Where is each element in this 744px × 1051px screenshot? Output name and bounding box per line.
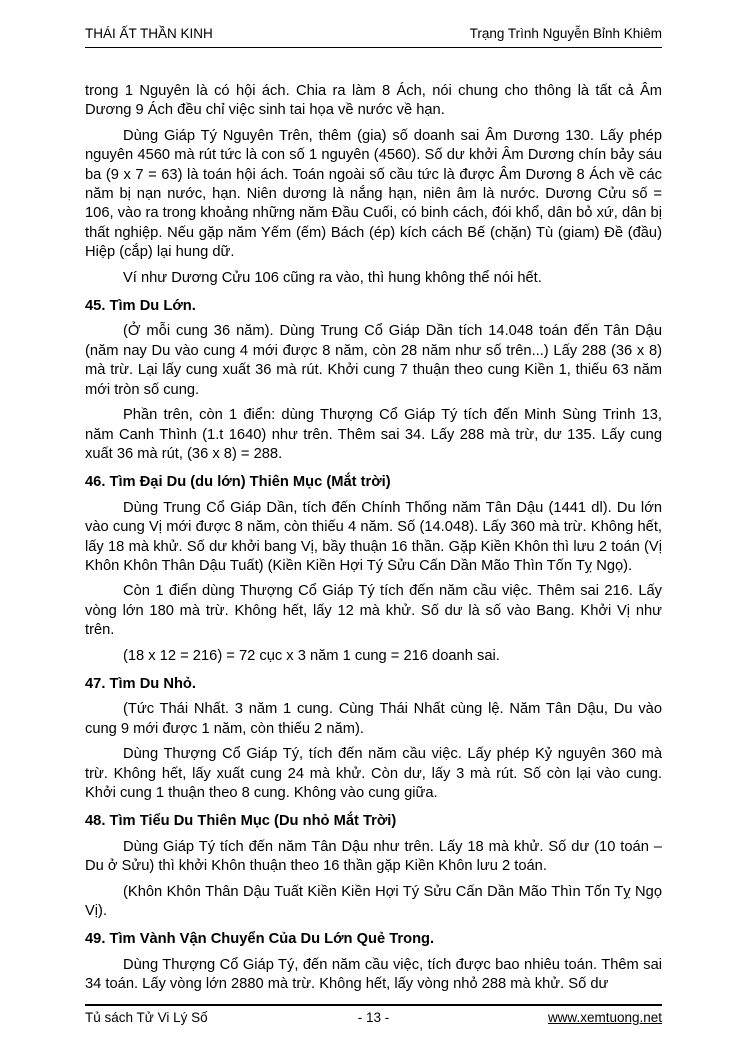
body-paragraph: Phần trên, còn 1 điển: dùng Thượng Cổ Giáp Tý tích đến Minh Sùng Trinh 13, năm Canh Thình (1.t 1640) như trên. Thêm sai 34. Lấy 288 mà trừ, dư 135. Lấy cung xuất 36 mà rút, (36 x 8) = 288. [85,407,662,462]
body-paragraph: Dùng Trung Cổ Giáp Dần, tích đến Chính Thống năm Tân Dậu (1441 dl). Du lớn vào cung Vị mới được 8 năm, còn thiếu 4 năm. Số (14.048). Lấy 360 mà trừ. Không hết, lấy 18 mà khử. Số dư khởi bang Vị, bầy thuận 16 thần. Gặp Kiền Khôn thì lưu 2 toán (Vị Khôn Khôn Thân Dậu Tuất) (Kiền Kiền Hợi Tý Sửu Cấn Dần Mão Thìn Tốn Tỵ Ngọ). [85,499,662,574]
page-footer [85,1004,662,1025]
header-book-title: THÁI ẤT THẦN KINH [85,26,213,41]
footer-series-title: Tủ sách Tử Vi Lý Số [85,1010,208,1025]
body-paragraph: (18 x 12 = 216) = 72 cục x 3 năm 1 cung = 216 doanh sai. [123,647,500,664]
header-author: Trạng Trình Nguyễn Bỉnh Khiêm [469,26,662,41]
body-paragraph: (Ở mỗi cung 36 năm). Dùng Trung Cổ Giáp Dần tích 14.048 toán đến Tân Dậu (năm nay Du vào cung 4 mới được 8 năm, còn 28 năm như số trên...) Lấy 288 (36 x 8) mà trừ. Lại lấy cung xuất 36 mà rút. Khởi cung 7 thuận theo cung Kiền 1, thiếu 63 năm mới tròn số cung. [85,323,662,398]
page-header [85,26,662,48]
footer-website-link[interactable]: www.xemtuong.net [547,1010,662,1025]
body-paragraph: Dùng Giáp Tý tích đến năm Tân Dậu như trên. Lấy 18 mà khử. Số dư (10 toán – Du ở Sửu) thì khởi Khôn thuận theo 16 thần gặp Kiền Khôn lưu 2 toán. [85,838,662,875]
section-heading: 45. Tìm Du Lớn. [85,298,196,315]
body-paragraph: Dùng Thượng Cổ Giáp Tý, tích đến năm cầu việc. Lấy phép Kỷ nguyên 360 mà trừ. Không hết, lấy xuất cung 24 mà khử. Còn dư, lấy 3 mà rút. Số còn lại vào cung. Khởi cung 1 thuận theo 8 cung. Không vào cung giữa. [85,746,662,801]
section-heading: 46. Tìm Đại Du (du lớn) Thiên Mục (Mắt trời) [85,474,391,491]
body-paragraph: Còn 1 điển dùng Thượng Cổ Giáp Tý tích đến năm cầu việc. Thêm sai 216. Lấy vòng lớn 180 mà trừ. Không hết, lấy 12 mà khử. Số dư là số vào Bang. Khởi Vị như trên. [85,583,662,639]
body-paragraph: (Tức Thái Nhất. 3 năm 1 cung. Cùng Thái Nhất cùng lệ. Năm Tân Dậu, Du vào cung 9 mới được 1 năm, còn thiếu 2 năm). [85,701,662,737]
footer-page-number: - 13 - [357,1010,390,1025]
body-paragraph: Dùng Thượng Cổ Giáp Tý, đến năm cầu việc, tích được bao nhiêu toán. Thêm sai 34 toán. Lấy vòng lớn 2880 mà trừ. Không hết, lấy vòng nhỏ 288 mà khử. Số dư [85,956,662,993]
section-heading: 47. Tìm Du Nhỏ. [85,675,196,692]
page-body [85,82,662,1001]
body-paragraph: Ví như Dương Cửu 106 cũng ra vào, thì hung không thể nói hết. [123,269,542,286]
section-heading: 48. Tìm Tiểu Du Thiên Mục (Du nhỏ Mắt Trời) [85,813,397,830]
body-paragraph: Dùng Giáp Tý Nguyên Trên, thêm (gia) số doanh sai Âm Dương 130. Lấy phép nguyên 4560 mà rút tức là con số 1 nguyên (4560). Số dư khởi Âm Dương chín bảy sáu ba (9 x 7 = 63) là toán hội ách. Toán ngoài số cầu tức là được Âm Dương 8 Ách về các năm bị nạn nước, hạn. Niên dương là nắng hạn, niên âm là nước. Dương Cửu số = 106, vào ra trong khoảng những năm Đầu Cuối, có binh cách, đói khổ, dân bỏ xứ, dân bị thất nghiệp. Nếu gặp năm Yếm (ếm) Bách (ép) kích cách Bế (chặn) Tù (giam) Đề (đầu) Hiệp (cắp) lại hung dữ. [85,127,662,261]
body-paragraph: (Khôn Khôn Thân Dậu Tuất Kiền Kiền Hợi Tý Sửu Cấn Dần Mão Thìn Tốn Tỵ Ngọ Vị). [85,883,662,920]
section-heading: 49. Tìm Vành Vận Chuyển Của Du Lớn Quẻ Trong. [85,931,435,948]
body-paragraph: trong 1 Nguyên là có hội ách. Chia ra làm 8 Ách, nói chung cho thông là tất cả Âm Dương 9 Ách đều chỉ việc sinh tai họa về nước về hạn. [85,83,662,119]
